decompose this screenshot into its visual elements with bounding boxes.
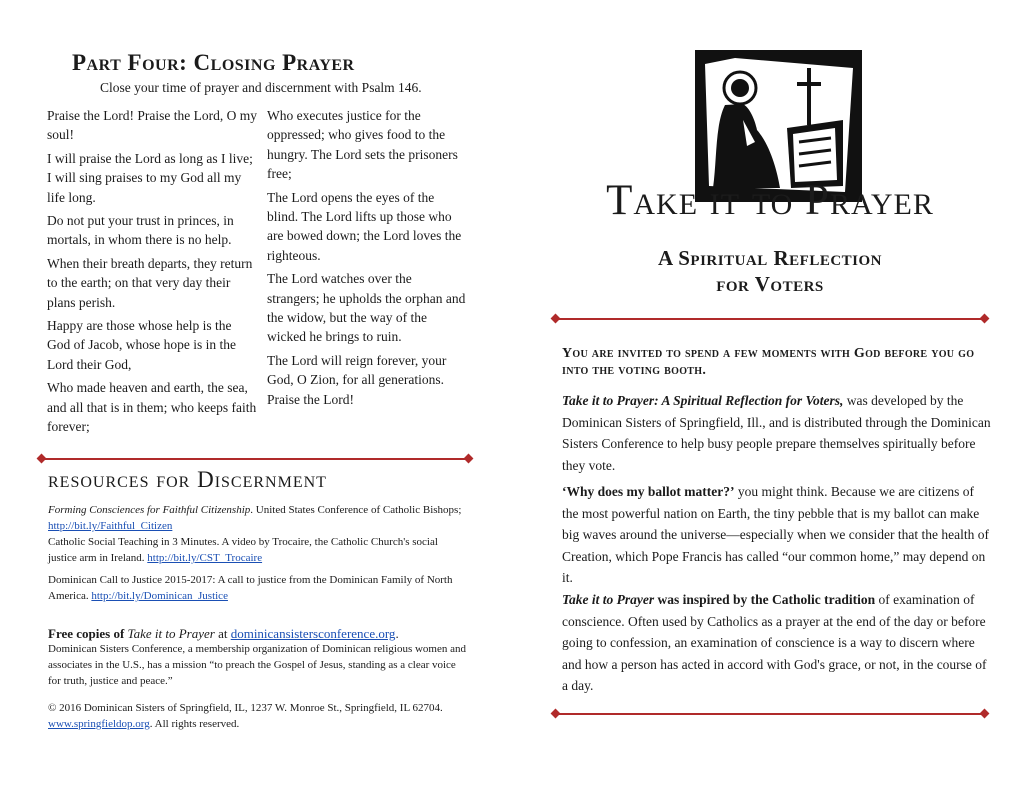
closing-prayer-intro: Close your time of prayer and discernment with Psalm 146. [100, 80, 422, 95]
psalm-verse: The Lord watches over the strangers; he upholds the orphan and the widow, but the way of the wicked he brings to ruin. [267, 271, 466, 345]
paragraph-lead: Take it to Prayer [562, 592, 655, 607]
free-copies-at: at [214, 626, 231, 641]
main-title: Take it to Prayer [606, 177, 934, 224]
resource-text: . United States Conference of Catholic Bishops; [250, 504, 462, 516]
resource-title: Forming Consciences for Faithful Citizenship [48, 504, 251, 516]
psalm-verse: Do not put your trust in princes, in mortals, in whom there is no help. [47, 213, 234, 248]
copyright-end: . All rights reserved. [149, 718, 240, 730]
resources-heading: resources for Discernment [48, 467, 327, 492]
section-divider [42, 458, 468, 460]
psalm-verse: When their breath departs, they return to the earth; on that very day their plans perish. [47, 255, 253, 310]
free-copies-title: Take it to Prayer [127, 626, 215, 641]
copyright-notice [48, 700, 468, 732]
psalm-column-right [267, 106, 467, 413]
resource-link[interactable]: http://bit.ly/Faithful_Citizen [48, 520, 173, 532]
psalm-column-left [47, 106, 257, 441]
website-link[interactable]: www.springfieldop.org [48, 718, 150, 730]
paragraph-bold: was inspired by the Catholic tradition [654, 592, 876, 607]
subtitle-line: A Spiritual Reflection [657, 246, 883, 270]
resource-item [48, 572, 468, 604]
tradition-paragraph [562, 589, 992, 697]
closing-prayer-heading: Part Four: Closing Prayer [72, 50, 355, 75]
psalm-verse: Happy are those whose help is the God of Jacob, whose hope is in the Lord their God, [47, 318, 236, 372]
psalm-verse: Who made heaven and earth, the sea, and all that is in them; who keeps faith forever; [47, 380, 257, 435]
paragraph-text: was developed by the Dominican Sisters of Springfield, Ill., and is distributed through the Dominican Sisters Conference to help busy people prepare themselves spiritually before they vote. [562, 393, 991, 473]
subtitle-line: for Voters [716, 272, 824, 296]
resource-item [48, 534, 468, 566]
free-copies-end: . [395, 626, 399, 641]
paragraph-lead: Take it to Prayer: A Spiritual Reflection for Voters, [562, 393, 844, 408]
resource-link[interactable]: http://bit.ly/Dominican_Justice [91, 590, 228, 602]
paragraph-lead: ‘Why does my ballot matter?’ [562, 484, 735, 499]
resource-text: Catholic Social Teaching in 3 Minutes. A video by Trocaire, the Catholic Church's social justice arm in Ireland. [48, 536, 438, 564]
psalm-verse: Who executes justice for the oppressed; who gives food to the hungry. The Lord sets the prisoners free; [267, 108, 458, 182]
ballot-paragraph [562, 481, 992, 589]
subtitle [560, 245, 980, 297]
copyright-text: © 2016 Dominican Sisters of Springfield, IL, 1237 W. Monroe St., Springfield, IL 62704. [48, 702, 443, 714]
free-copies-line [48, 626, 468, 642]
section-divider [556, 713, 984, 715]
paragraph-text: you might think. Because we are citizens of the most powerful nation on Earth, the tiny pebble that is my ballot can make big waves around the universe—especially when we consider that the health of Creation, which Pope Francis has called “our common home,” may depend on it. [562, 484, 989, 585]
psalm-verse: Praise the Lord! Praise the Lord, O my soul! [47, 108, 257, 143]
intro-paragraph [562, 390, 992, 476]
section-divider [556, 318, 984, 320]
psalm-verse: The Lord opens the eyes of the blind. The Lord lifts up those who are bowed down; the Lord loves the righteous. [267, 189, 462, 263]
psalm-verse: The Lord will reign forever, your God, O Zion, for all generations. Praise the Lord! [267, 352, 447, 407]
resource-text: Dominican Call to Justice 2015-2017: A call to justice from the Dominican Family of North America. [48, 574, 453, 602]
invitation-heading: You are invited to spend a few moments with God before you go into the voting booth. [562, 346, 975, 378]
paragraph-text: of examination of conscience. Often used by Catholics as a prayer at the end of the day or before going to confession, an examination of conscience is a way to discern where and how a person has acted in accord with God's grace, or not, in the course of a day. [562, 592, 987, 693]
psalm-verse: I will praise the Lord as long as I live; I will sing praises to my God all my life long. [47, 150, 253, 205]
resource-item [48, 502, 468, 534]
free-copies-lead: Free copies of [48, 626, 128, 641]
conference-link[interactable]: dominicansistersconference.org [230, 626, 396, 641]
resource-link[interactable]: http://bit.ly/CST_Trocaire [147, 552, 263, 564]
conference-description: Dominican Sisters Conference, a membership organization of Dominican religious women and associates in the U.S., has a mission “to preach the Gospel of Jesus, standing as a clear voice for truth, justice and peace.” [48, 643, 466, 687]
